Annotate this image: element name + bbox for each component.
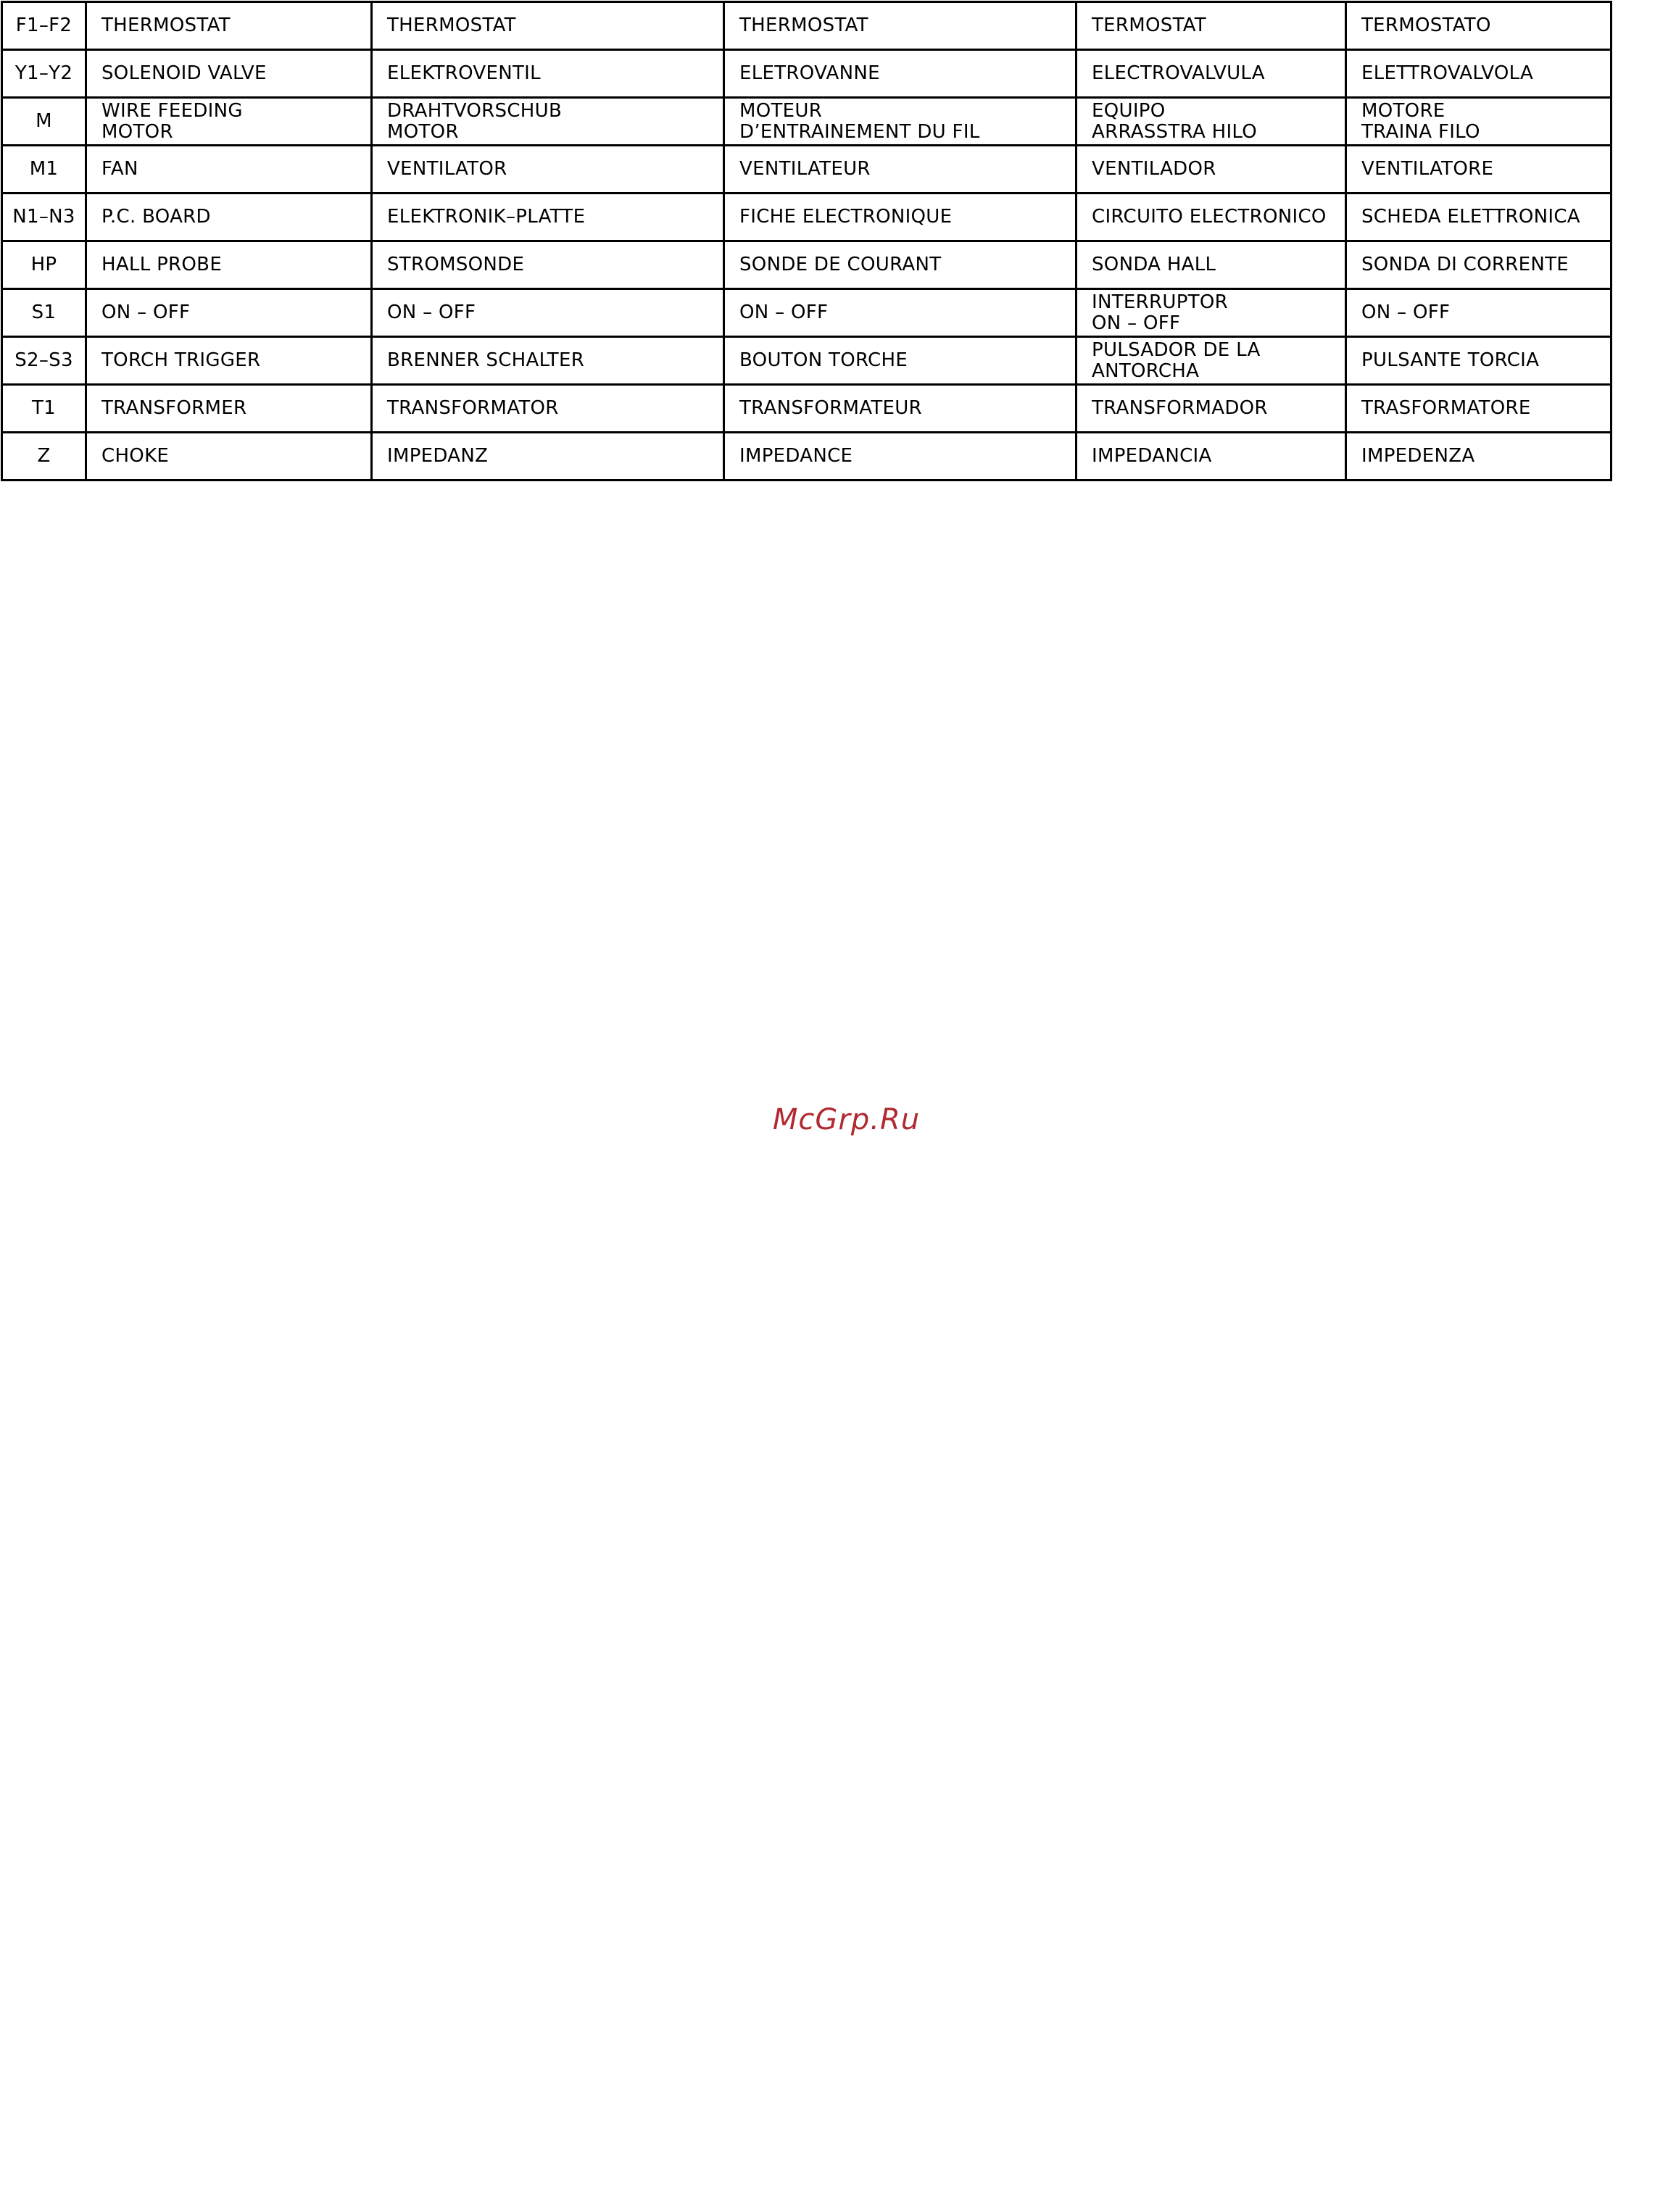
description-spanish: INTERRUPTOR ON – OFF <box>1077 289 1346 337</box>
description-spanish: SONDA HALL <box>1077 241 1346 289</box>
table-row <box>2 146 1612 194</box>
description-french: MOTEUR D’ENTRAINEMENT DU FIL <box>724 98 1077 146</box>
component-code: S2–S3 <box>2 337 86 385</box>
description-english: CHOKE <box>86 433 372 481</box>
description-spanish: IMPEDANCIA <box>1077 433 1346 481</box>
component-legend-table <box>1 1 1612 481</box>
description-spanish: CIRCUITO ELECTRONICO <box>1077 194 1346 241</box>
description-italian: IMPEDENZA <box>1346 433 1612 481</box>
description-french: SONDE DE COURANT <box>724 241 1077 289</box>
description-italian: VENTILATORE <box>1346 146 1612 194</box>
description-french: VENTILATEUR <box>724 146 1077 194</box>
description-italian: PULSANTE TORCIA <box>1346 337 1612 385</box>
component-code: M <box>2 98 86 146</box>
description-italian: ELETTROVALVOLA <box>1346 50 1612 98</box>
component-code: N1–N3 <box>2 194 86 241</box>
description-english: SOLENOID VALVE <box>86 50 372 98</box>
description-italian: SCHEDA ELETTRONICA <box>1346 194 1612 241</box>
component-code: S1 <box>2 289 86 337</box>
description-german: BRENNER SCHALTER <box>372 337 724 385</box>
description-german: VENTILATOR <box>372 146 724 194</box>
description-spanish: TERMOSTAT <box>1077 2 1346 50</box>
description-french: IMPEDANCE <box>724 433 1077 481</box>
description-german: DRAHTVORSCHUB MOTOR <box>372 98 724 146</box>
table-row <box>2 289 1612 337</box>
description-english: TRANSFORMER <box>86 385 372 433</box>
description-italian: ON – OFF <box>1346 289 1612 337</box>
table-row <box>2 337 1612 385</box>
description-english: THERMOSTAT <box>86 2 372 50</box>
component-code: T1 <box>2 385 86 433</box>
description-italian: SONDA DI CORRENTE <box>1346 241 1612 289</box>
table-row <box>2 433 1612 481</box>
description-german: TRANSFORMATOR <box>372 385 724 433</box>
table-row <box>2 194 1612 241</box>
component-code: Z <box>2 433 86 481</box>
component-code: Y1–Y2 <box>2 50 86 98</box>
component-code: F1–F2 <box>2 2 86 50</box>
description-french: ON – OFF <box>724 289 1077 337</box>
description-german: STROMSONDE <box>372 241 724 289</box>
description-german: ON – OFF <box>372 289 724 337</box>
description-italian: TRASFORMATORE <box>1346 385 1612 433</box>
description-spanish: TRANSFORMADOR <box>1077 385 1346 433</box>
description-english: FAN <box>86 146 372 194</box>
description-french: TRANSFORMATEUR <box>724 385 1077 433</box>
table-row <box>2 241 1612 289</box>
table-row <box>2 98 1612 146</box>
description-italian: MOTORE TRAINA FILO <box>1346 98 1612 146</box>
table-row <box>2 385 1612 433</box>
description-english: ON – OFF <box>86 289 372 337</box>
description-spanish: VENTILADOR <box>1077 146 1346 194</box>
description-english: WIRE FEEDING MOTOR <box>86 98 372 146</box>
description-spanish: PULSADOR DE LA ANTORCHA <box>1077 337 1346 385</box>
description-french: ELETROVANNE <box>724 50 1077 98</box>
description-spanish: ELECTROVALVULA <box>1077 50 1346 98</box>
component-code: HP <box>2 241 86 289</box>
description-french: THERMOSTAT <box>724 2 1077 50</box>
description-english: HALL PROBE <box>86 241 372 289</box>
description-spanish: EQUIPO ARRASSTRA HILO <box>1077 98 1346 146</box>
legend-table-body <box>2 2 1612 481</box>
description-german: ELEKTRONIK–PLATTE <box>372 194 724 241</box>
description-german: IMPEDANZ <box>372 433 724 481</box>
description-german: ELEKTROVENTIL <box>372 50 724 98</box>
description-english: TORCH TRIGGER <box>86 337 372 385</box>
table-row <box>2 50 1612 98</box>
description-french: FICHE ELECTRONIQUE <box>724 194 1077 241</box>
description-german: THERMOSTAT <box>372 2 724 50</box>
table-row <box>2 2 1612 50</box>
description-italian: TERMOSTATO <box>1346 2 1612 50</box>
component-code: M1 <box>2 146 86 194</box>
description-french: BOUTON TORCHE <box>724 337 1077 385</box>
watermark: McGrp.Ru <box>772 1103 921 1136</box>
description-english: P.C. BOARD <box>86 194 372 241</box>
